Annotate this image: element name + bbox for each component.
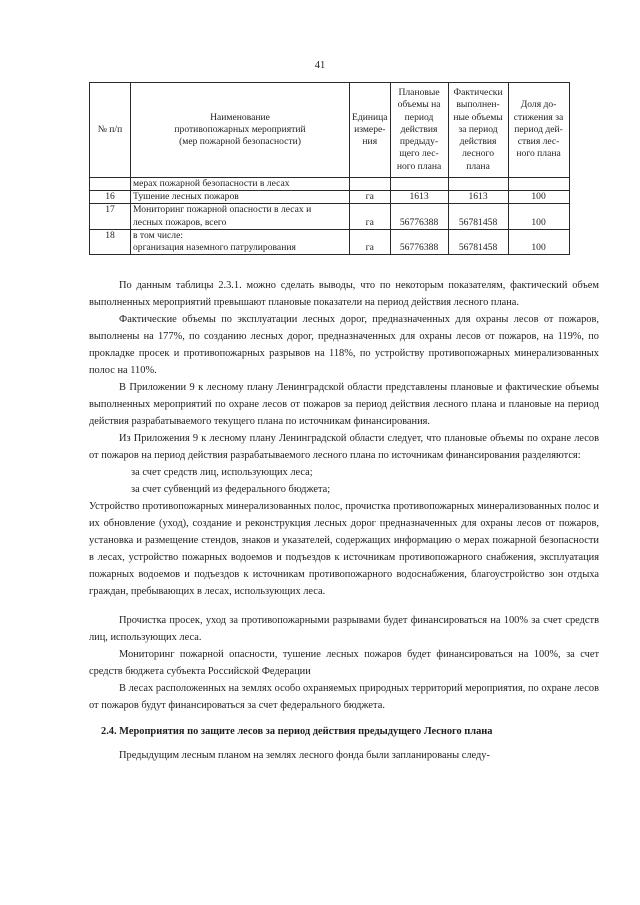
header-unit — [350, 83, 391, 178]
header-fact-line: действия — [459, 136, 497, 148]
cell-share: 100 — [508, 191, 569, 204]
paragraph: Фактические объемы по эксплуатации лесных дорог, предназначенных для охраны лесов от пожаров, выполнены на 177%, по созданию лесных дорог, предназначенных для охраны лесов от пожаров, на 119%, по прокладке просек и противопожарных разрывов на 118%, по устройству противопожарных минерализованных полос на 110%. — [89, 314, 599, 376]
header-share-line: Доля до- — [520, 99, 557, 111]
header-name-line: (мер пожарной безопасности) — [179, 136, 301, 148]
cell-share: 100 — [508, 204, 569, 229]
cell-fact: 56781458 — [448, 229, 508, 254]
cell-plan — [390, 178, 448, 191]
paragraph: Мониторинг пожарной опасности, тушение лесных пожаров будет финансироваться на 100%, за счет средств бюджета субъекта Российской Федерации — [89, 649, 599, 677]
cell-name: мерах пожарной безопасности в лесах — [131, 178, 350, 191]
header-plan-line: Плановые — [398, 87, 440, 99]
cell-num: 16 — [90, 191, 131, 204]
paragraph: Прочистка просек, уход за противопожарными разрывами будет финансироваться на 100% за счет средств лиц, использующих леса. — [89, 615, 599, 643]
table-row-continuation — [90, 178, 570, 191]
header-unit-line: ния — [362, 136, 378, 148]
header-fact-line: ные объемы — [453, 111, 503, 123]
cell-num: 18 — [90, 229, 131, 254]
cell-name — [131, 229, 350, 254]
header-share-line: стижения за — [513, 111, 564, 123]
table-row — [90, 191, 570, 204]
header-name-line: Наименование — [210, 111, 270, 123]
header-name-line: противопожарных мероприятий — [174, 123, 306, 135]
table-header-row — [90, 83, 570, 178]
header-fact-line: лесного — [462, 148, 495, 160]
cell-plan: 1613 — [390, 191, 448, 204]
cell-share — [508, 178, 569, 191]
table-row — [90, 204, 570, 229]
body-text — [89, 277, 599, 764]
cell-name-line: в том числе: — [133, 229, 184, 241]
list-item: за счет средств лиц, использующих леса; — [131, 467, 313, 478]
paragraph: Из Приложения 9 к лесному плану Ленинградской области следует, что плановые объемы по охране лесов от пожаров на период действия разрабатываемого лесного плана по источникам финансирования разделяются: — [89, 433, 599, 461]
cell-name — [131, 204, 350, 229]
header-name — [131, 83, 350, 178]
header-plan — [390, 83, 448, 178]
paragraph: По данным таблицы 2.3.1. можно сделать выводы, что по некоторым показателям, фактический объем выполненных мероприятий превышают плановые показатели на период действия лесного плана. — [89, 280, 599, 308]
header-fact-line: за период — [458, 123, 498, 135]
cell-name-line: Мониторинг пожарной опасности в лесах и — [133, 204, 312, 216]
header-share-line: ствия лес- — [517, 136, 560, 148]
cell-unit: га — [350, 191, 391, 204]
cell-fact — [448, 178, 508, 191]
header-unit-line: измере- — [354, 123, 386, 135]
cell-share: 100 — [508, 229, 569, 254]
header-plan-line: период — [404, 111, 434, 123]
page-number: 41 — [314, 60, 326, 71]
header-plan-line: предыду- — [399, 136, 439, 148]
paragraph: В лесах расположенных на землях особо охраняемых природных территорий мероприятия, по охране лесов от пожаров будут финансироваться за счет федерального бюджета. — [89, 683, 599, 711]
paragraph: Предыдущим лесным планом на землях лесного фонда были запланированы следу- — [119, 750, 490, 761]
header-num: № п/п — [90, 83, 131, 178]
cell-fact: 1613 — [448, 191, 508, 204]
cell-unit: га — [350, 229, 391, 254]
cell-fact: 56781458 — [448, 204, 508, 229]
paragraph: В Приложении 9 к лесному плану Ленинградской области представлены плановые и фактические объемы выполненных мероприятий по охране лесов от пожаров за период действия лесного плана и плановые на период действия разрабатываемого текущего плана по источникам финансирования. — [89, 382, 599, 427]
cell-num: 17 — [90, 204, 131, 229]
header-fact-line: плана — [466, 160, 490, 172]
header-share — [508, 83, 569, 178]
cell-unit — [350, 178, 391, 191]
header-plan-line: щего лес- — [399, 148, 439, 160]
header-plan-line: ного плана — [396, 160, 442, 172]
header-fact — [448, 83, 508, 178]
header-plan-line: объемы на — [397, 99, 441, 111]
cell-name-line: организация наземного патрулирования — [133, 242, 296, 254]
list-item: за счет субвенций из федерального бюджета; — [131, 484, 331, 495]
header-fact-line: выполнен- — [456, 99, 500, 111]
paragraph: Устройство противопожарных минерализованных полос, прочистка противопожарных минерализованных полос и их обновление (уход), создание и реконструкция лесных дорог предназначенных для охраны лесов от пожаров, установка и размещение стендов, знаков и указателей, содержащих информацию о мерах пожарной безопасности в лесах, устройство пожарных водоемов и подъездов к источникам противопожарного снабжения, эксплуатация пожарных водоемов и подъездов к источникам противопожарного водоснабжения, благоустройство зон отдыха граждан, пребывающих в лесах, использующих леса. — [89, 501, 599, 597]
header-share-line: ного плана — [516, 148, 561, 160]
cell-name-line: лесных пожаров, всего — [133, 216, 227, 228]
fire-measures-table — [89, 82, 570, 255]
header-share-line: период дей- — [514, 123, 563, 135]
table-row — [90, 229, 570, 254]
cell-plan: 56776388 — [390, 229, 448, 254]
header-plan-line: действия — [400, 123, 438, 135]
cell-name: Тушение лесных пожаров — [131, 191, 350, 204]
header-fact-line: Фактически — [453, 87, 503, 99]
cell-unit: га — [350, 204, 391, 229]
header-unit-line: Единица — [352, 111, 388, 123]
cell-num — [90, 178, 131, 191]
cell-plan: 56776388 — [390, 204, 448, 229]
section-heading: 2.4. Мероприятия по защите лесов за период действия предыдущего Лесного плана — [101, 726, 493, 737]
